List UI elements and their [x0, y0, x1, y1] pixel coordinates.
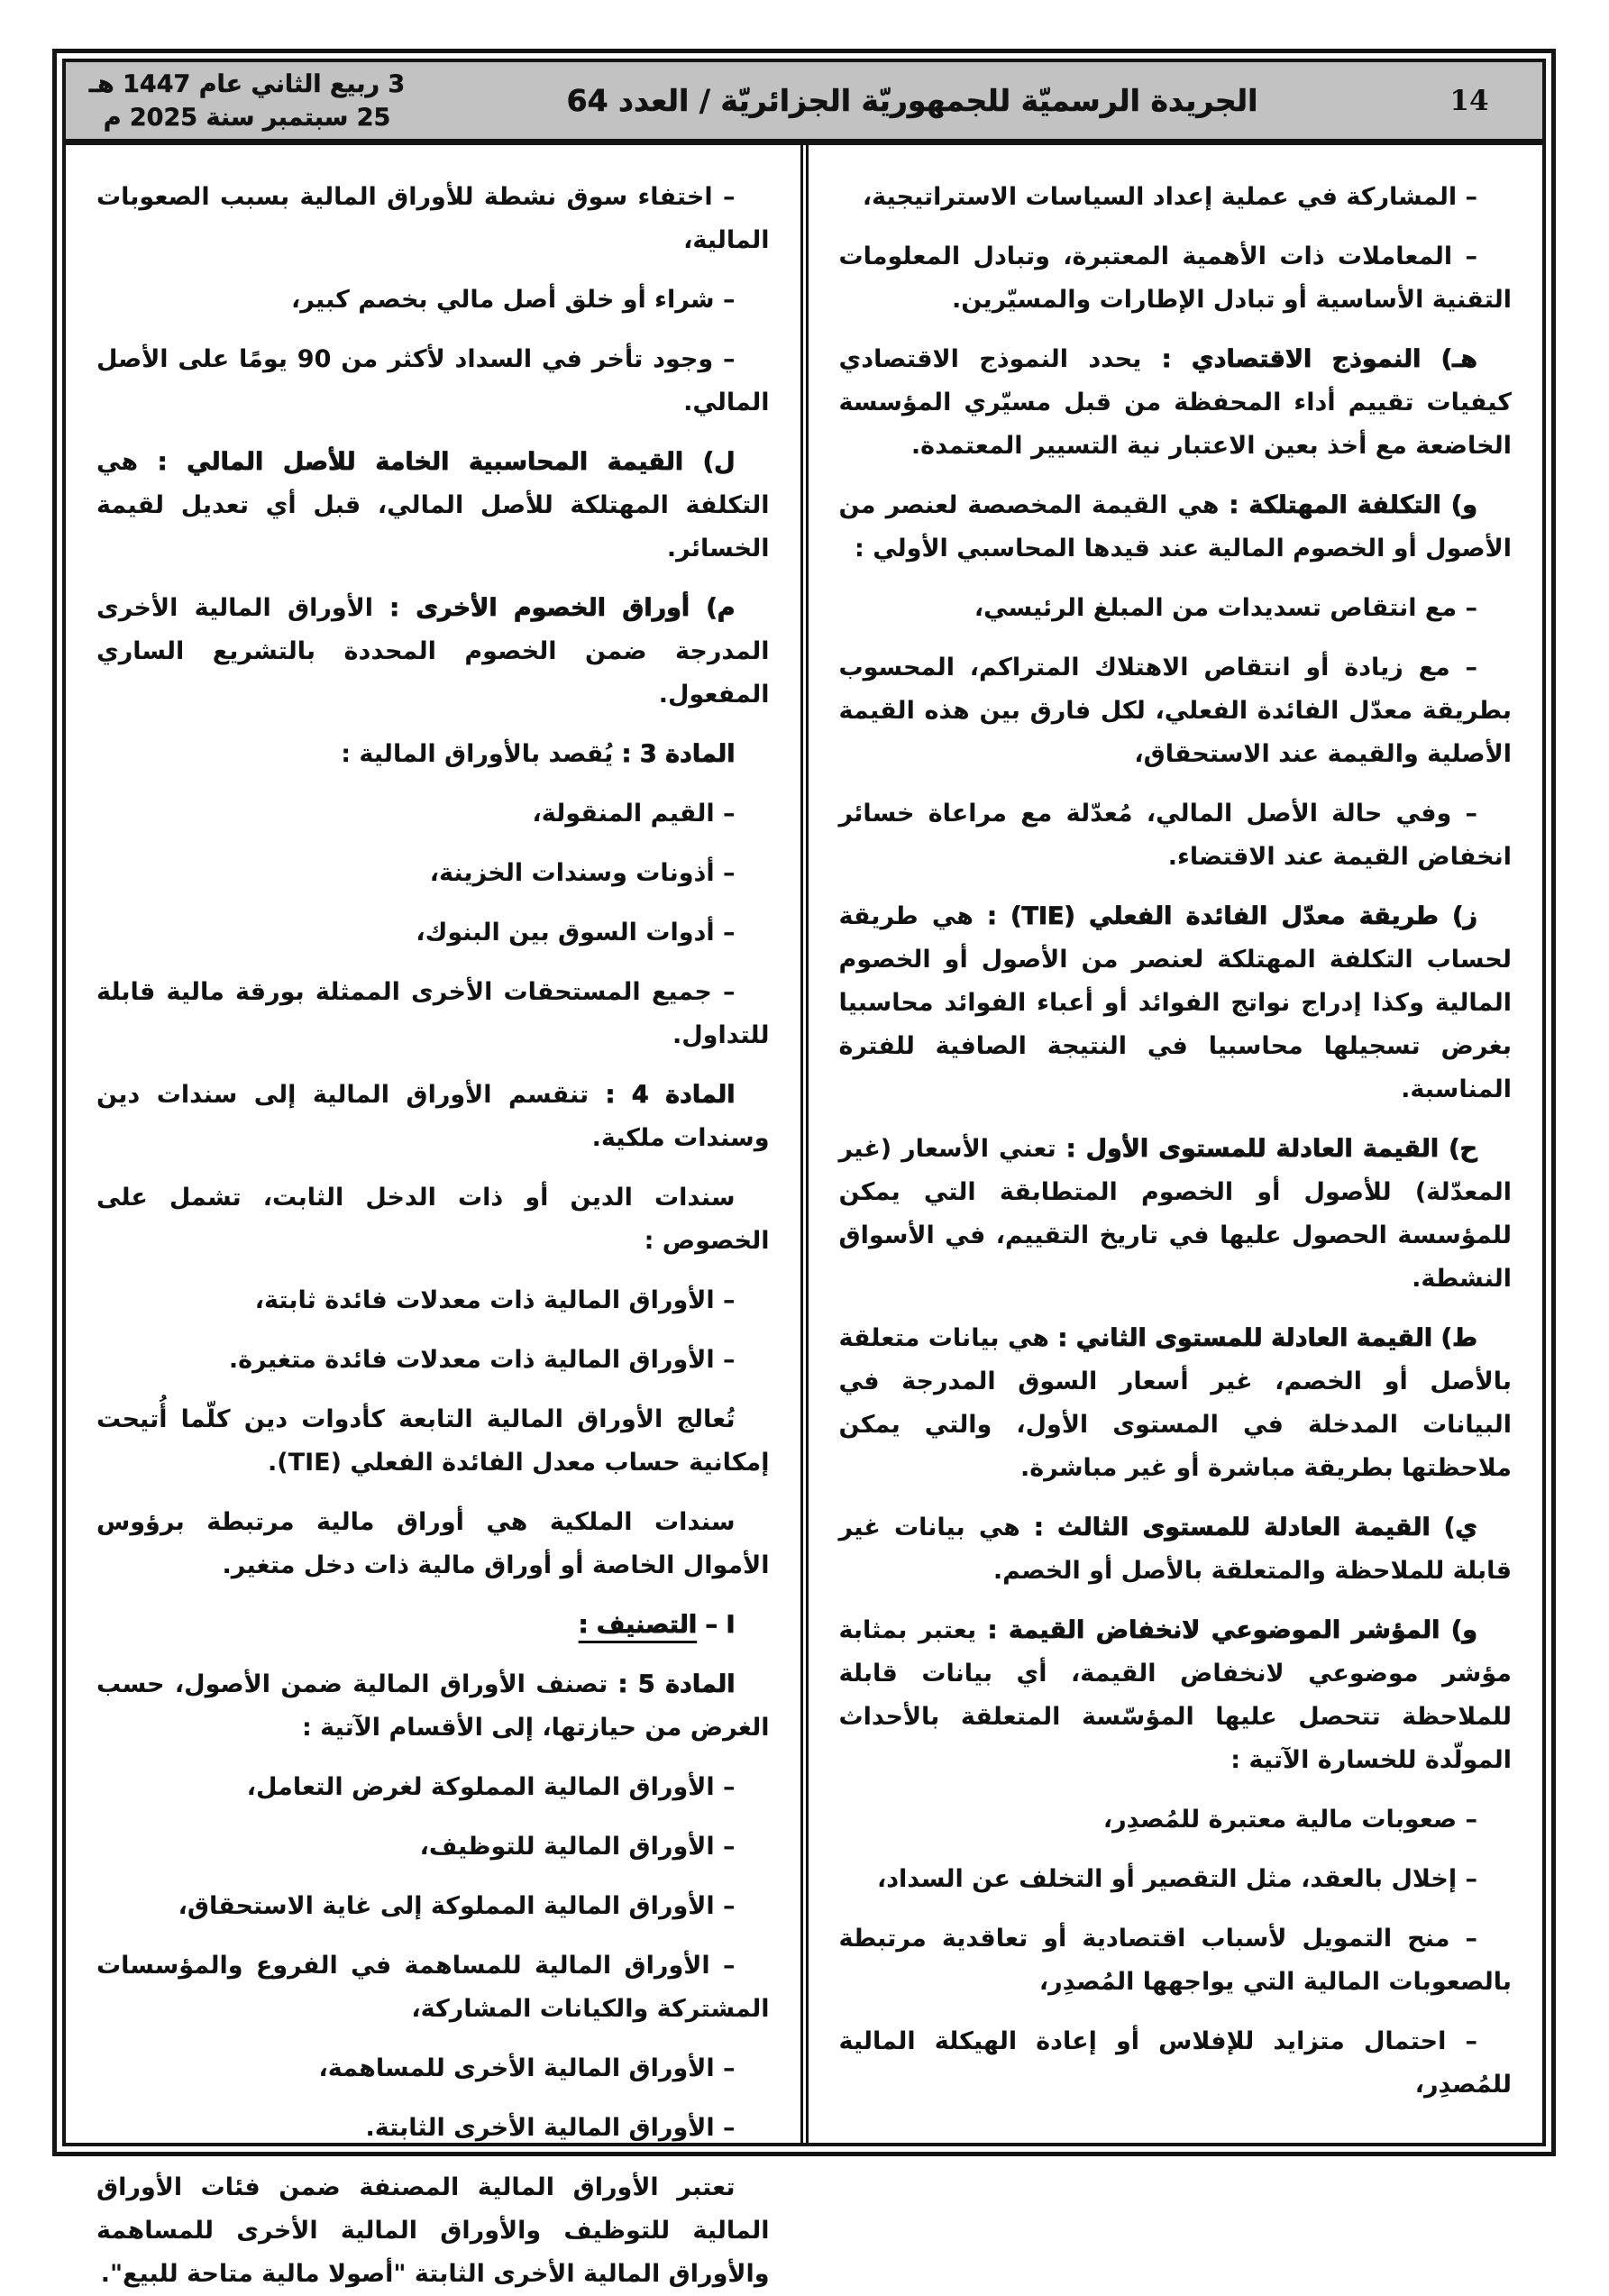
- paragraph-lead: ي) القيمة العادلة للمستوى الثالث :: [1019, 1514, 1477, 1541]
- paragraph-lead: و) التكلفة المهتلكة :: [1219, 491, 1477, 519]
- list-item: – الأوراق المالية للتوظيف،: [419, 1833, 736, 1861]
- list-item: – أذونات وسندات الخزينة،: [429, 859, 736, 887]
- list-item: – الأوراق المالية ذات معدلات فائدة متغيرة.: [228, 1346, 736, 1374]
- paragraph-lead: هـ) النموذج الاقتصادي :: [1141, 345, 1477, 373]
- gregorian-date: 25 سبتمبر سنة 2025 م: [103, 103, 391, 132]
- definition-paragraph: ز) طريقة معدّل الفائدة الفعلي (TIE) : هي طريقة لحساب التكلفة المهتلكة لعنصر من الأصول أو الخصوم المالية وكذا إدراج نواتج الفوائد أو أعباء الفوائد محاسبيا بغرض تسجيلها محاسبيا في النتيجة الصافية للفترة المناسبة.: [838, 902, 1512, 1103]
- column-divider: [800, 145, 809, 2143]
- column-right: [809, 145, 1543, 2143]
- list-item: – المعاملات ذات الأهمية المعتبرة، وتبادل المعلومات التقنية الأساسية أو تبادل الإطارات والمسيّرين.: [838, 242, 1512, 314]
- list-item: – صعوبات مالية معتبرة للمُصدِر،: [1102, 1806, 1477, 1834]
- page-frame: [52, 49, 1556, 2288]
- paragraph: سندات الملكية هي أوراق مالية مرتبطة برؤوس الأموال الخاصة أو أوراق مالية ذات دخل متغير.: [96, 1508, 770, 1579]
- list-item: – إخلال بالعقد، مثل التقصير أو التخلف عن السداد،: [876, 1865, 1477, 1893]
- page-frame-inner: [62, 59, 1546, 2288]
- list-item: – الأوراق المالية المملوكة لغرض التعامل،: [246, 1773, 736, 1801]
- paragraph: سندات الدين أو ذات الدخل الثابت، تشمل على الخصوص :: [96, 1184, 770, 1255]
- paragraph: تعتبر الأوراق المالية المصنفة ضمن فئات الأوراق المالية للتوظيف والأوراق المالية الأخرى للمساهمة والأوراق المالية الأخرى الثابتة "أصولا مالية متاحة للبيع".: [96, 2173, 770, 2288]
- journal-title: الجريدة الرسميّة للجمهوريّة الجزائريّة / العدد 64: [566, 83, 1258, 118]
- content-columns: [66, 145, 1542, 2288]
- paragraph-lead: ل) القيمة المحاسبية الخامة للأصل المالي :: [138, 448, 736, 476]
- list-item: – وفي حالة الأصل المالي، مُعدّلة مع مراعاة خسائر انخفاض القيمة عند الاقتضاء.: [838, 800, 1512, 871]
- list-item: – اختفاء سوق نشطة للأوراق المالية بسبب الصعوبات المالية،: [96, 183, 770, 254]
- list-item: – الأوراق المالية الأخرى الثابتة.: [365, 2114, 736, 2142]
- paragraph: تُعالج الأوراق المالية التابعة كأدوات دين كلّما أُتيحت إمكانية حساب معدل الفائدة الفعلي (TIE).: [96, 1405, 770, 1477]
- heading-text: التصنيف :: [578, 1611, 698, 1639]
- list-item: – الأوراق المالية المملوكة إلى غاية الاستحقاق،: [178, 1892, 736, 1920]
- page-number: 14: [1449, 84, 1489, 117]
- list-item: – احتمال متزايد للإفلاس أو إعادة الهيكلة المالية للمُصدِر،: [838, 2027, 1512, 2099]
- definition-paragraph: م) أوراق الخصوم الأخرى : الأوراق المالية الأخرى المدرجة ضمن الخصوم المحددة بالتشريع الساري المفعول.: [96, 594, 770, 709]
- paragraph-lead: و) المؤشر الموضوعي لانخفاض القيمة :: [976, 1616, 1477, 1644]
- definition-paragraph: ط) القيمة العادلة للمستوى الثاني : هي بيانات متعلقة بالأصل أو الخصم، غير أسعار السوق المدرجة في البيانات المدخلة في المستوى الأول، والتي يمكن ملاحظتها بطريقة مباشرة أو غير مباشرة.: [838, 1324, 1512, 1482]
- list-item: – مع انتقاص تسديدات من المبلغ الرئيسي،: [974, 594, 1477, 622]
- definition-paragraph: هـ) النموذج الاقتصادي : يحدد النموذج الاقتصادي كيفيات تقييم أداء المحفظة من قبل مسيّري المؤسسة الخاضعة مع أخذ بعين الاعتبار نية التسيير المعتمدة.: [838, 345, 1512, 460]
- list-item: – شراء أو خلق أصل مالي بخصم كبير،: [291, 286, 736, 314]
- paragraph-lead: م) أوراق الخصوم الأخرى :: [373, 594, 736, 622]
- list-item: – أدوات السوق بين البنوك،: [416, 919, 736, 947]
- definition-paragraph: و) التكلفة المهتلكة : هي القيمة المخصصة لعنصر من الأصول أو الخصوم المالية عند قيدها المحاسبي الأولي :: [838, 491, 1512, 563]
- paragraph-lead: ح) القيمة العادلة للمستوى الأول :: [1056, 1135, 1478, 1163]
- paragraph-lead: المادة 3 :: [613, 740, 736, 768]
- header-band: [66, 62, 1542, 145]
- article-paragraph: المادة 3 : يُقصد بالأوراق المالية :: [341, 740, 736, 768]
- list-item: – القيم المنقولة،: [532, 800, 736, 828]
- hijri-date: 3 ربيع الثاني عام 1447 هـ: [88, 69, 406, 98]
- definition-paragraph: ح) القيمة العادلة للمستوى الأول : تعني الأسعار (غير المعدّلة) للأصول أو الخصوم المتطابقة التي يمكن للمؤسسة الحصول عليها في تاريخ التقييم، في الأسواق النشطة.: [838, 1135, 1512, 1293]
- paragraph-lead: ز) طريقة معدّل الفائدة الفعلي (TIE) :: [973, 902, 1477, 930]
- paragraph-lead: المادة 5 :: [608, 1670, 736, 1698]
- list-item: – الأوراق المالية الأخرى للمساهمة،: [318, 2054, 736, 2082]
- list-item: – مع زيادة أو انتقاص الاهتلاك المتراكم، المحسوب بطريقة معدّل الفائدة الفعلي، لكل فارق بين هذه القيمة الأصلية والقيمة عند الاستحقاق،: [838, 654, 1512, 768]
- definition-paragraph: ي) القيمة العادلة للمستوى الثالث : هي بيانات غير قابلة للملاحظة والمتعلقة بالأصل أو الخصم.: [838, 1514, 1512, 1585]
- definition-paragraph: و) المؤشر الموضوعي لانخفاض القيمة : يعتبر بمثابة مؤشر موضوعي لانخفاض القيمة، أي بيانات قابلة للملاحظة تتحصل عليها المؤسّسة المتعلقة بالأحداث المولّدة للخسارة الآتية :: [838, 1616, 1512, 1774]
- list-item: – منح التمويل لأسباب اقتصادية أو تعاقدية مرتبطة بالصعوبات المالية التي يواجهها المُصدِر،: [838, 1925, 1512, 1996]
- list-item: – جميع المستحقات الأخرى الممثلة بورقة مالية قابلة للتداول.: [96, 978, 770, 1049]
- paragraph-lead: المادة 4 :: [589, 1081, 736, 1109]
- definition-paragraph: ل) القيمة المحاسبية الخامة للأصل المالي : هي التكلفة المهتلكة للأصل المالي، قبل أي تعديل لقيمة الخسائر.: [96, 448, 770, 563]
- list-item: – الأوراق المالية ذات معدلات فائدة ثابتة،: [254, 1286, 736, 1314]
- paragraph-lead: ط) القيمة العادلة للمستوى الثاني :: [1049, 1324, 1477, 1352]
- header-date: [71, 68, 423, 134]
- article-paragraph: المادة 4 : تنقسم الأوراق المالية إلى سندات دين وسندات ملكية.: [96, 1081, 770, 1152]
- list-item: – المشاركة في عملية إعداد السياسات الاستراتيجية،: [862, 183, 1477, 211]
- column-left: [66, 145, 800, 2288]
- list-item: – الأوراق المالية للمساهمة في الفروع والمؤسسات المشتركة والكيانات المشاركة،: [96, 1952, 770, 2023]
- heading-prefix: I –: [697, 1611, 736, 1639]
- section-heading-roman: [96, 1604, 770, 1647]
- list-item: – وجود تأخر في السداد لأكثر من 90 يومًا على الأصل المالي.: [96, 345, 770, 416]
- article-paragraph: المادة 5 : تصنف الأوراق المالية ضمن الأصول، حسب الغرض من حيازتها، إلى الأقسام الآتية :: [96, 1670, 770, 1742]
